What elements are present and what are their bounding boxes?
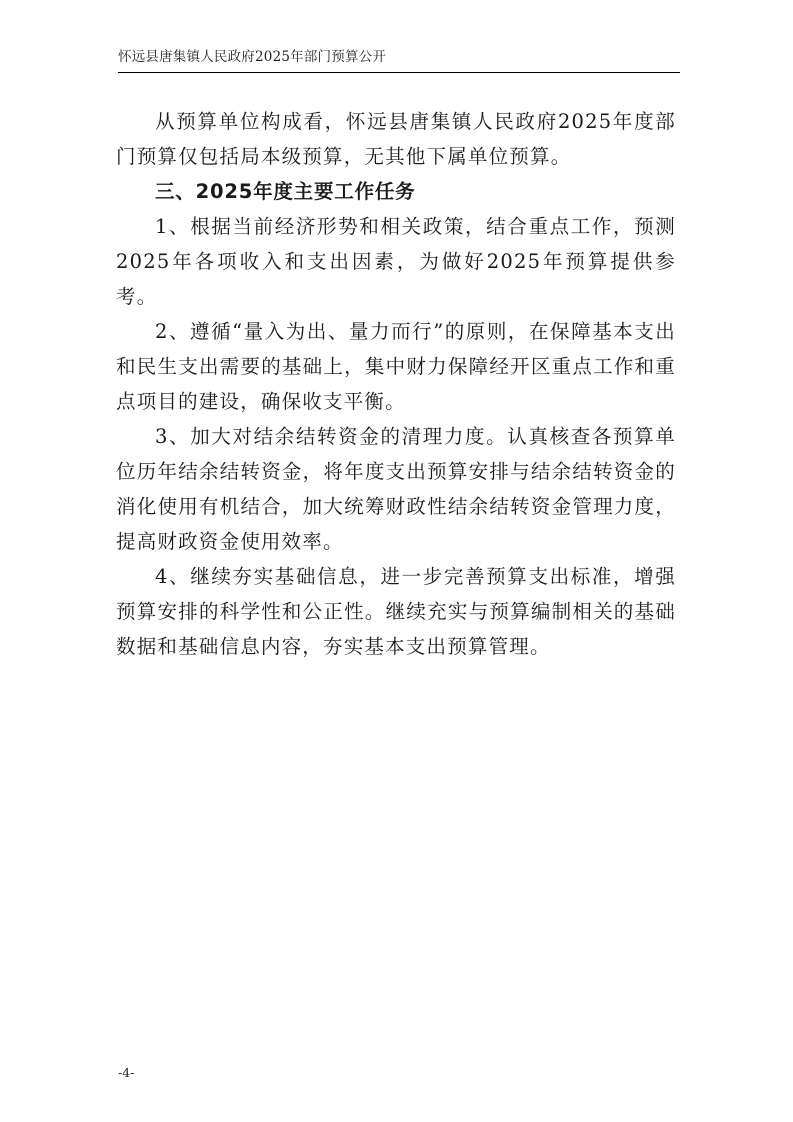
intro-paragraph: 从预算单位构成看，怀远县唐集镇人民政府2025年度部门预算仅包括局本级预算，无其他下属单位预算。 (116, 110, 676, 168)
task-item-1: 1、根据当前经济形势和相关政策，结合重点工作，预测2025年各项收入和支出因素，为做好2025年预算提供参考。 (116, 215, 676, 308)
header-divider (118, 72, 680, 73)
task-item-4: 4、继续夯实基础信息，进一步完善预算支出标准，增强预算安排的科学性和公正性。继续充实与预算编制相关的基础数据和基础信息内容，夯实基本支出预算管理。 (116, 565, 676, 658)
running-header: 怀远县唐集镇人民政府2025年部门预算公开 (118, 49, 387, 65)
document-body (116, 104, 676, 664)
page-number: -4- (118, 1065, 135, 1080)
task-item-2: 2、遵循“量入为出、量力而行”的原则，在保障基本支出和民生支出需要的基础上，集中财力保障经开区重点工作和重点项目的建设，确保收支平衡。 (116, 320, 676, 413)
task-item-3: 3、加大对结余结转资金的清理力度。认真核查各预算单位历年结余结转资金，将年度支出预算安排与结余结转资金的消化使用有机结合，加大统筹财政性结余结转资金管理力度，提高财政资金使用效率。 (116, 425, 676, 553)
section-heading: 三、2025年度主要工作任务 (155, 180, 416, 203)
